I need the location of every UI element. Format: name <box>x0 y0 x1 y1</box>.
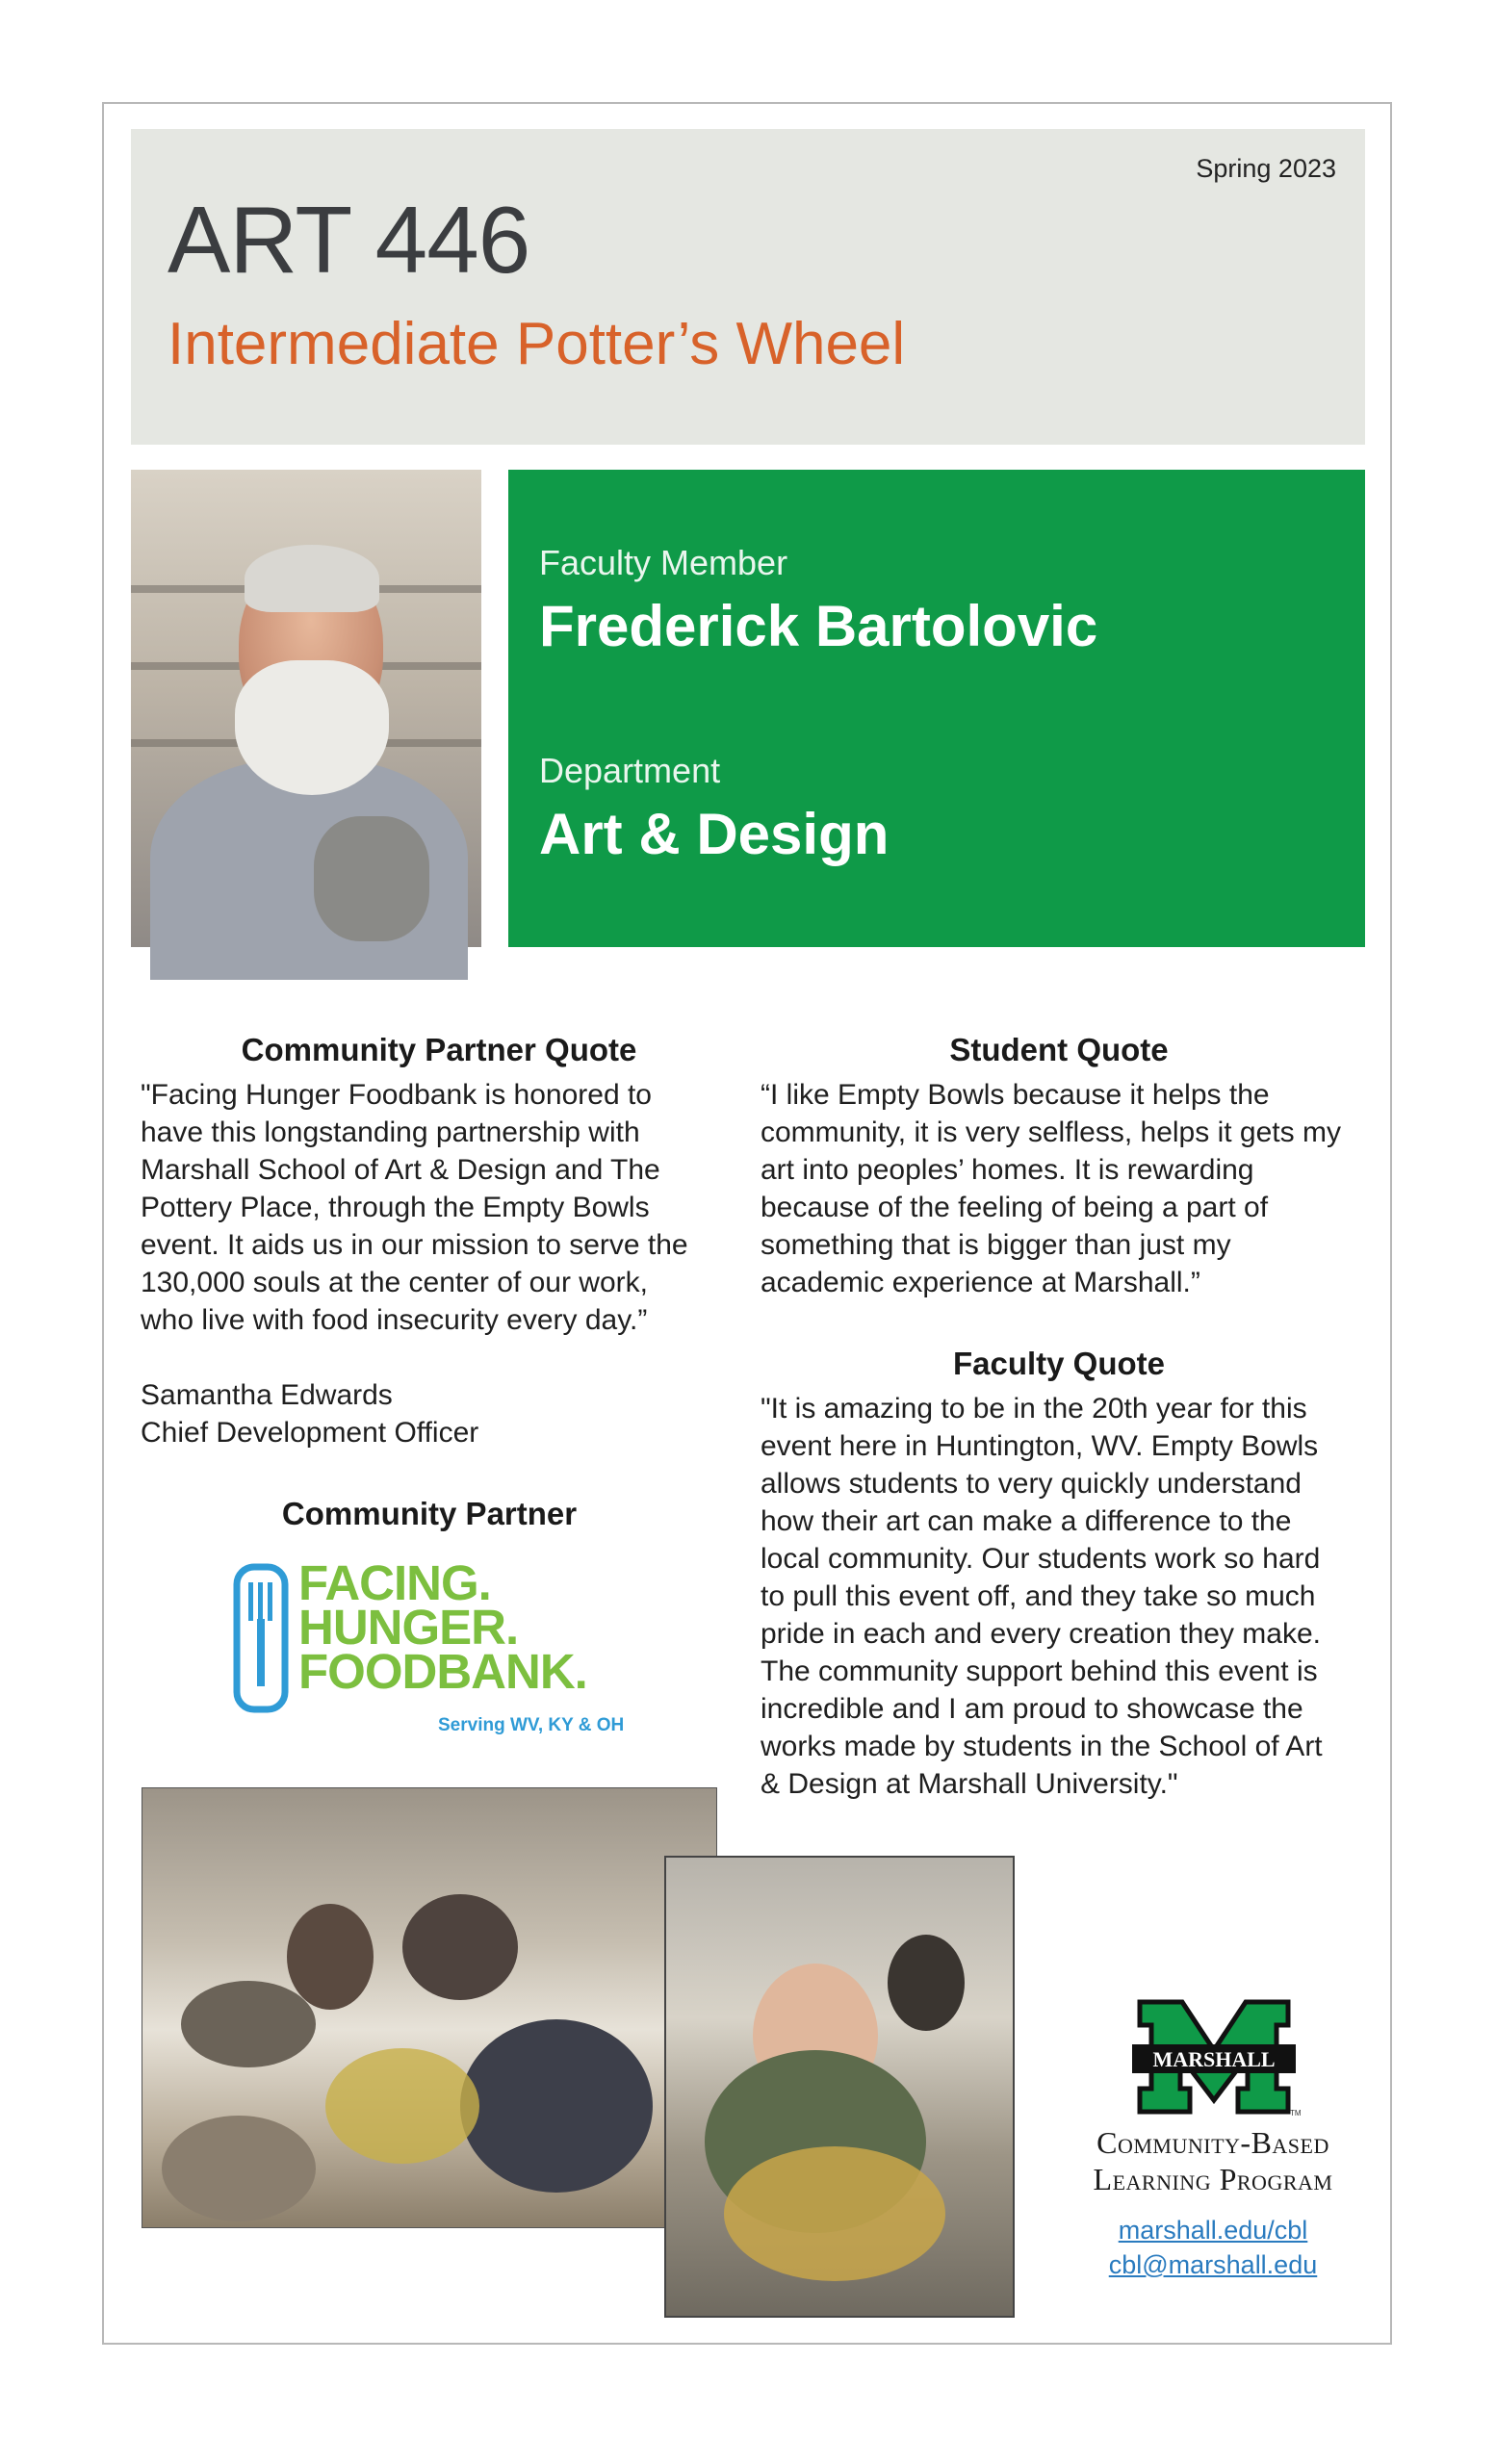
program-name-line2 <box>1049 2162 1377 2197</box>
student-figure <box>402 1894 518 2000</box>
quote-line: 130,000 souls at the center of our work, <box>141 1267 648 1298</box>
quote-attribution <box>141 1376 737 1451</box>
quote-line: because of the feeling of being a part of <box>761 1192 1269 1223</box>
shirt-graphic <box>314 816 429 941</box>
quote-line: & Design at Marshall University." <box>761 1768 1178 1800</box>
studio-photo-student <box>666 1858 1013 2316</box>
pottery-wheel <box>724 2146 945 2281</box>
pottery-wheel <box>325 2048 479 2164</box>
quote-line: “I like Empty Bowls because it helps the <box>761 1079 1270 1111</box>
quote-line: art into peoples’ homes. It is rewarding <box>761 1154 1254 1186</box>
quote-line: "It is amazing to be in the 20th year for this <box>761 1393 1307 1424</box>
pottery-wheel <box>181 1981 316 2067</box>
student-figure <box>888 1935 965 2031</box>
faculty-quote-text <box>761 1390 1377 1803</box>
student-quote-heading: Student Quote <box>949 1032 1169 1067</box>
pottery-wheel <box>162 2116 316 2221</box>
department-label: Department <box>539 751 721 790</box>
quote-line: event here in Huntington, WV. Empty Bowls <box>761 1430 1319 1462</box>
quote-line: academic experience at Marshall.” <box>761 1267 1200 1298</box>
quote-line: The community support behind this event is <box>761 1656 1318 1687</box>
term-label: Spring 2023 <box>1196 154 1336 183</box>
fork-spoon-icon <box>231 1561 291 1715</box>
course-code: ART 446 <box>168 187 530 293</box>
faculty-info-panel <box>508 470 1365 947</box>
logo-line: HUNGER. <box>298 1600 519 1655</box>
quote-line: Pottery Place, through the Empty Bowls <box>141 1192 650 1223</box>
logo-line: FACING. <box>298 1555 491 1610</box>
quote-line: something that is bigger than just my <box>761 1229 1231 1261</box>
quote-line: have this longstanding partnership with <box>141 1116 640 1148</box>
quote-line: "Facing Hunger Foodbank is honored to <box>141 1079 652 1111</box>
foodbank-tagline: Serving WV, KY & OH <box>438 1715 625 1735</box>
student-figure <box>287 1904 374 2010</box>
trademark-mark: TM <box>1290 2109 1302 2118</box>
faculty-hair <box>245 545 379 612</box>
faculty-member-name: Frederick Bartolovic <box>539 594 1098 658</box>
quote-line: incredible and I am proud to showcase the <box>761 1693 1303 1725</box>
course-header <box>131 129 1365 445</box>
marshall-m-logo <box>1132 1996 1302 2118</box>
cbl-email-link[interactable]: cbl@marshall.edu <box>1108 2250 1318 2279</box>
faculty-photo <box>131 470 481 947</box>
quote-line: community, it is very selfless, helps it gets my <box>761 1116 1341 1148</box>
program-text: Learning Program <box>1093 2162 1333 2196</box>
quote-line: who live with food insecurity every day.” <box>141 1304 648 1336</box>
student-figure <box>460 2019 653 2193</box>
department-name: Art & Design <box>539 802 890 866</box>
community-partner-quote-text <box>141 1076 737 1339</box>
course-name: Intermediate Potter’s Wheel <box>168 311 906 377</box>
marshall-logo-text: MARSHALL <box>1152 2047 1276 2071</box>
studio-photo-classroom <box>142 1788 716 2227</box>
quote-line: allows students to very quickly understand <box>761 1468 1302 1500</box>
logo-line: FOODBANK. <box>298 1644 587 1699</box>
community-partner-heading: Community Partner <box>281 1496 578 1531</box>
program-name-line1 <box>1049 2125 1377 2161</box>
quote-line: local community. Our students work so hard <box>761 1543 1321 1575</box>
community-partner-quote-heading: Community Partner Quote <box>241 1032 637 1067</box>
attribution-title: Chief Development Officer <box>141 1417 479 1449</box>
quote-line: works made by students in the School of Art <box>761 1731 1323 1762</box>
quote-line: event. It aids us in our mission to serve the <box>141 1229 688 1261</box>
quote-line: to pull this event off, and they take so much <box>761 1580 1316 1612</box>
faculty-beard <box>235 660 389 795</box>
quote-line: how their art can make a difference to the <box>761 1505 1292 1537</box>
facing-hunger-foodbank-logo <box>231 1555 635 1744</box>
program-text: Community-Based <box>1096 2125 1329 2160</box>
attribution-name: Samantha Edwards <box>141 1379 393 1411</box>
foodbank-wordmark <box>298 1555 587 1699</box>
cbl-website-link[interactable]: marshall.edu/cbl <box>1118 2216 1308 2245</box>
faculty-member-label: Faculty Member <box>539 543 788 582</box>
quote-line: pride in each and every creation they make. <box>761 1618 1321 1650</box>
quote-line: Marshall School of Art & Design and The <box>141 1154 660 1186</box>
student-quote-text <box>761 1076 1377 1301</box>
faculty-quote-heading: Faculty Quote <box>952 1346 1166 1381</box>
